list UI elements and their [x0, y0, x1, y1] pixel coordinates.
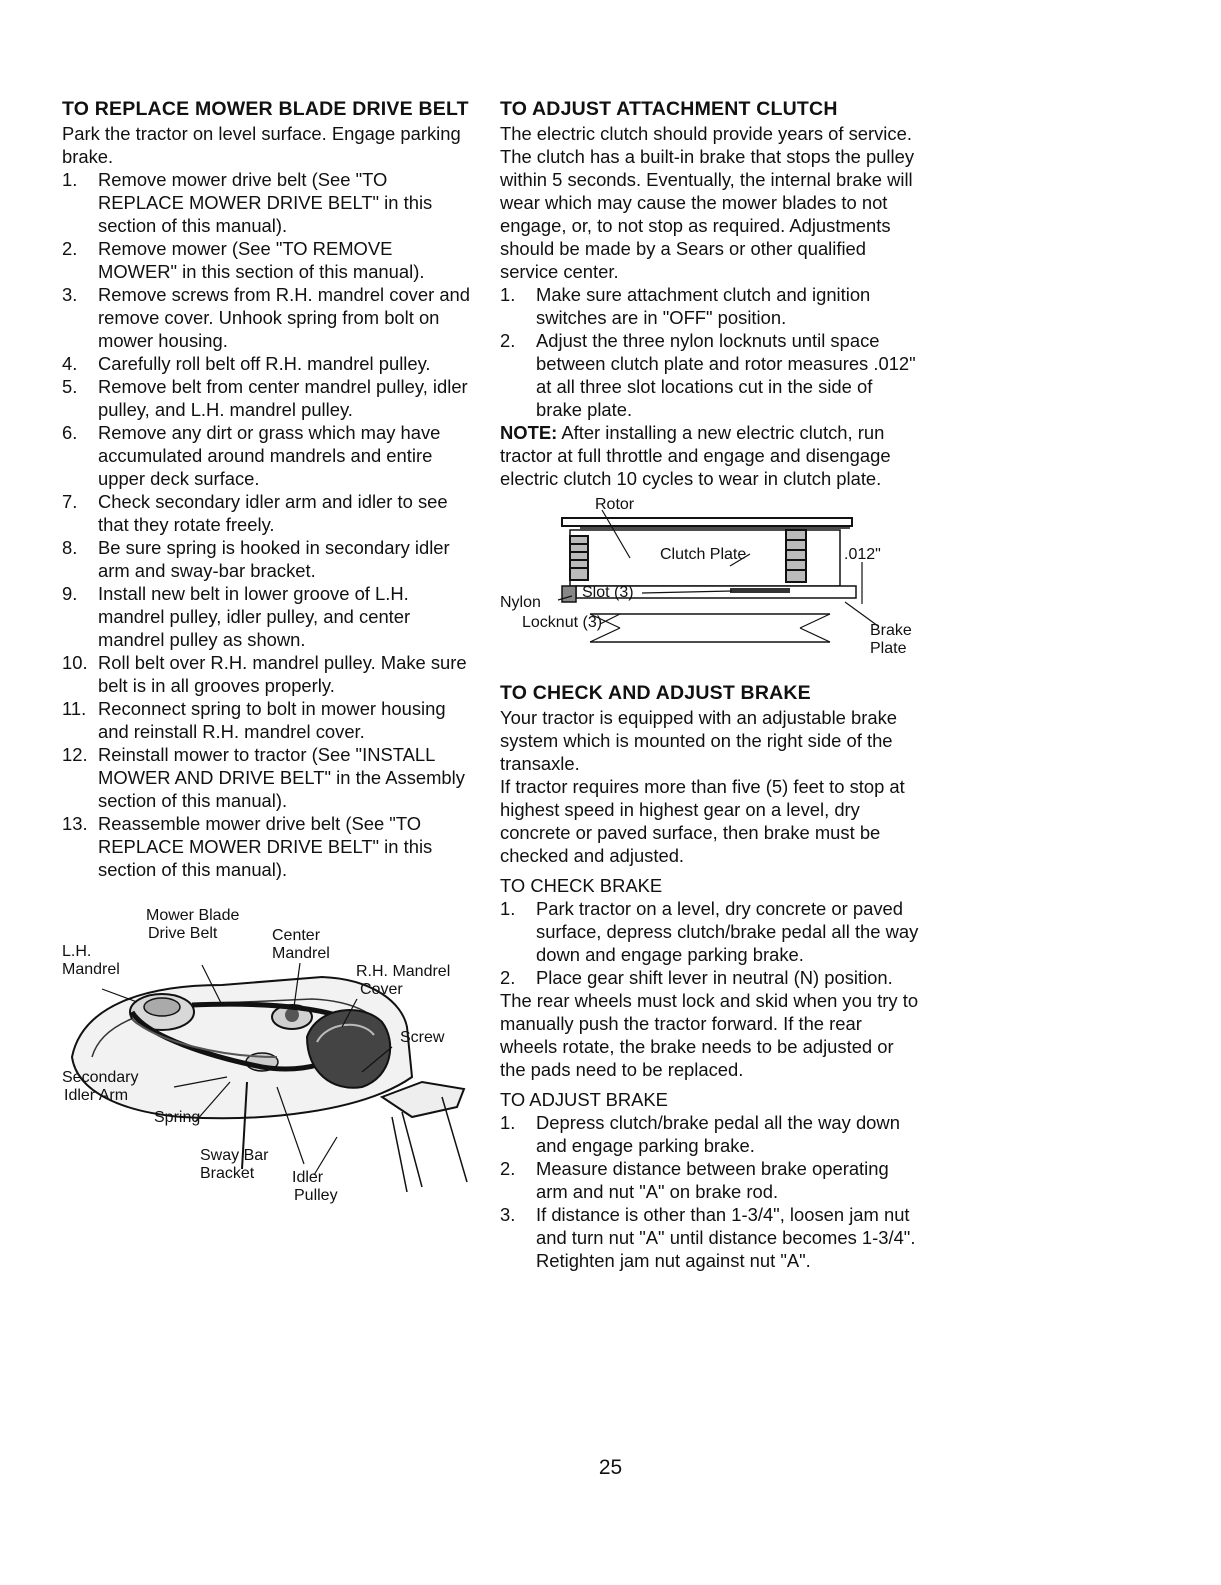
- clutch-illustration: [500, 496, 920, 668]
- step-item: [500, 1157, 920, 1203]
- label-gap: .012": [844, 546, 881, 563]
- step-number: 4.: [62, 353, 78, 374]
- mower-deck-illustration: [62, 907, 472, 1217]
- step-number: 7.: [62, 491, 78, 512]
- step-number: 1.: [62, 169, 78, 190]
- clutch-figure: [500, 496, 920, 668]
- step-text: Carefully roll belt off R.H. mandrel pulley.: [98, 353, 431, 374]
- label-plate: Plate: [870, 640, 907, 657]
- step-item: [500, 1111, 920, 1157]
- step-item: [62, 651, 472, 697]
- section-heading-clutch: TO ADJUST ATTACHMENT CLUTCH: [500, 98, 838, 120]
- step-number: 2.: [500, 1158, 516, 1179]
- label-rotor: Rotor: [595, 496, 635, 513]
- step-item: [500, 1203, 920, 1272]
- intro-paragraph: Park the tractor on level surface. Engage parking brake.: [62, 123, 461, 167]
- step-number: 12.: [62, 744, 88, 765]
- step-number: 2.: [500, 967, 516, 988]
- adjust-brake-steps: [500, 1111, 920, 1272]
- label-clutch-plate: Clutch Plate: [660, 546, 747, 563]
- step-number: 11.: [62, 698, 87, 719]
- subheading-adjust-brake: TO ADJUST BRAKE: [500, 1089, 668, 1110]
- note-label: NOTE:: [500, 422, 558, 443]
- replace-belt-steps: [62, 168, 472, 881]
- right-column: [500, 98, 920, 1272]
- step-item: [62, 375, 472, 421]
- label-lh-mandrel: Mandrel: [62, 961, 120, 978]
- clutch-intro: The electric clutch should provide years of service. The clutch has a built-in brake that stops the pulley within 5 seconds. Eventually, the internal brake will wear which may cause the mower blades to not engage, or, to not stop as required. Adjustments should be made by a Sears or other qualified service center.: [500, 123, 915, 282]
- label-brake: Brake: [870, 622, 912, 639]
- step-item: [62, 582, 472, 651]
- step-number: 3.: [62, 284, 78, 305]
- label-lh: L.H.: [62, 943, 92, 960]
- step-text: Depress clutch/brake pedal all the way down and engage parking brake.: [536, 1112, 900, 1156]
- step-number: 2.: [62, 238, 78, 259]
- page-number: 25: [598, 1456, 623, 1479]
- label-sway-bar: Sway Bar: [200, 1147, 269, 1164]
- label-blade-belt-1: Mower Blade: [146, 907, 240, 924]
- step-item: [62, 490, 472, 536]
- step-item: [62, 352, 472, 375]
- step-item: [62, 812, 472, 881]
- section-heading-brake: TO CHECK AND ADJUST BRAKE: [500, 682, 811, 704]
- label-nylon: Nylon: [500, 594, 541, 611]
- step-text: Adjust the three nylon locknuts until space between clutch plate and rotor measures .012" at all three slot locations cut in the side of brake plate.: [536, 330, 916, 420]
- step-text: Park tractor on a level, dry concrete or paved surface, depress clutch/brake pedal all the way down and engage parking brake.: [536, 898, 919, 965]
- clutch-steps: [500, 283, 920, 421]
- label-idler-arm: Idler Arm: [64, 1087, 129, 1104]
- step-number: 6.: [62, 422, 78, 443]
- label-locknut: Locknut (3): [522, 614, 603, 631]
- step-item: [62, 697, 472, 743]
- step-number: 2.: [500, 330, 516, 351]
- step-number: 1.: [500, 898, 516, 919]
- label-screw: Screw: [400, 1029, 445, 1046]
- check-brake-paragraph: The rear wheels must lock and skid when you try to manually push the tractor forward. If the rear wheels rotate, the brake needs to be adjusted or the pads need to be replaced.: [500, 990, 919, 1080]
- step-text: Remove belt from center mandrel pulley, idler pulley, and L.H. mandrel pulley.: [98, 376, 468, 420]
- step-item: [500, 329, 920, 421]
- label-spring: Spring: [154, 1109, 201, 1126]
- left-column: [62, 98, 472, 1217]
- step-number: 3.: [500, 1204, 516, 1225]
- label-blade-belt-2: Drive Belt: [148, 925, 218, 942]
- mower-deck-figure: [62, 907, 472, 1217]
- label-rh-cover: Cover: [360, 981, 403, 998]
- step-item: [62, 421, 472, 490]
- section-heading-replace-belt: TO REPLACE MOWER BLADE DRIVE BELT: [62, 98, 469, 120]
- step-text: Reinstall mower to tractor (See "INSTALL MOWER AND DRIVE BELT" in the Assembly section of this manual).: [98, 744, 465, 811]
- label-center-mandrel: Mandrel: [272, 945, 330, 962]
- step-text: Reassemble mower drive belt (See "TO REPLACE MOWER DRIVE BELT" in this section of this manual).: [98, 813, 433, 880]
- step-number: 8.: [62, 537, 78, 558]
- step-text: Remove mower drive belt (See "TO REPLACE MOWER DRIVE BELT" in this section of this manual).: [98, 169, 433, 236]
- step-text: Make sure attachment clutch and ignition switches are in "OFF" position.: [536, 284, 871, 328]
- step-text: Roll belt over R.H. mandrel pulley. Make sure belt is in all grooves properly.: [98, 652, 467, 696]
- step-text: Remove any dirt or grass which may have accumulated around mandrels and entire upper deck surface.: [98, 422, 441, 489]
- step-number: 10.: [62, 652, 88, 673]
- step-number: 1.: [500, 1112, 516, 1133]
- step-text: Install new belt in lower groove of L.H. mandrel pulley, idler pulley, and center mandrel pulley as shown.: [98, 583, 411, 650]
- label-rh-mandrel: R.H. Mandrel: [356, 963, 451, 980]
- step-text: If distance is other than 1-3/4", loosen jam nut and turn nut "A" until distance becomes 1-3/4". Retighten jam nut against nut "A".: [536, 1204, 916, 1271]
- step-number: 9.: [62, 583, 78, 604]
- step-text: Remove mower (See "TO REMOVE MOWER" in this section of this manual).: [98, 238, 425, 282]
- step-item: [500, 897, 920, 966]
- step-item: [500, 283, 920, 329]
- step-number: 13.: [62, 813, 88, 834]
- note-text: After installing a new electric clutch, run tractor at full throttle and engage and disengage electric clutch 10 cycles to wear in clutch plate.: [500, 422, 891, 489]
- step-item: [62, 237, 472, 283]
- step-text: Check secondary idler arm and idler to see that they rotate freely.: [98, 491, 448, 535]
- label-pulley: Pulley: [294, 1187, 338, 1204]
- subheading-check-brake: TO CHECK BRAKE: [500, 875, 663, 896]
- label-idler: Idler: [292, 1169, 324, 1186]
- step-item: [500, 966, 920, 989]
- step-text: Measure distance between brake operating arm and nut "A" on brake rod.: [536, 1158, 889, 1202]
- step-item: [62, 283, 472, 352]
- step-number: 5.: [62, 376, 78, 397]
- step-item: [62, 168, 472, 237]
- step-text: Reconnect spring to bolt in mower housing and reinstall R.H. mandrel cover.: [98, 698, 446, 742]
- check-brake-steps: [500, 897, 920, 989]
- step-text: Place gear shift lever in neutral (N) position.: [536, 967, 893, 988]
- step-text: Be sure spring is hooked in secondary idler arm and sway-bar bracket.: [98, 537, 450, 581]
- brake-intro-b: If tractor requires more than five (5) feet to stop at highest speed in highest gear on a level, dry concrete or paved surface, then brake must be checked and adjusted.: [500, 776, 905, 866]
- step-text: Remove screws from R.H. mandrel cover and remove cover. Unhook spring from bolt on mower housing.: [98, 284, 471, 351]
- label-center: Center: [272, 927, 321, 944]
- step-item: [62, 743, 472, 812]
- label-secondary: Secondary: [62, 1069, 139, 1086]
- label-bracket: Bracket: [200, 1165, 255, 1182]
- step-number: 1.: [500, 284, 516, 305]
- label-slot: Slot (3): [582, 584, 634, 601]
- clutch-note: [500, 421, 920, 490]
- step-item: [62, 536, 472, 582]
- brake-intro-a: Your tractor is equipped with an adjustable brake system which is mounted on the right side of the transaxle.: [500, 707, 898, 774]
